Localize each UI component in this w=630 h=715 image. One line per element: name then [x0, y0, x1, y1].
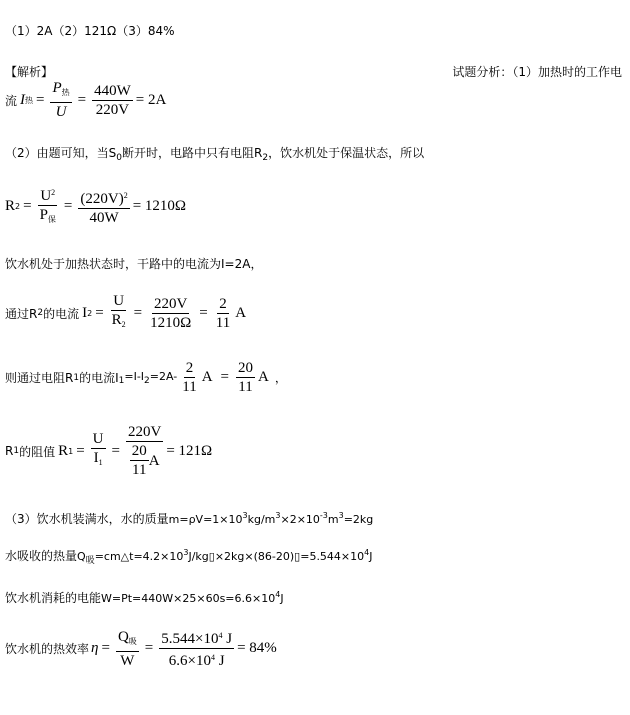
eq9-numerator: 5.544×10	[161, 631, 219, 647]
p7-formula-b: =cm△t=4.2×10	[94, 550, 184, 563]
p7-sup2: 4	[364, 548, 370, 557]
eq9-denominator-sup: 4	[210, 653, 215, 662]
answer-text: （1）2A（2）121Ω（3）84%	[5, 24, 175, 38]
eq4-fraction-1	[180, 360, 198, 395]
eq5-nested-numerator: 20	[131, 443, 147, 459]
eq9-symbol-w: W	[120, 652, 135, 669]
eq5-r-sub: 1	[13, 446, 20, 456]
eq9-denominator: 6.6×10	[168, 653, 211, 669]
eq1-symbol-p: P	[52, 80, 62, 96]
p8-formula	[101, 592, 284, 605]
eq2-numerator-sup: 2	[123, 190, 128, 200]
eq1-equals: =	[36, 91, 45, 108]
eq1-prefix: 流	[5, 93, 18, 108]
eq3-symbol-r-sub: 2	[121, 320, 126, 329]
eq4-tail: ，	[274, 371, 287, 385]
eq9-equals-2: =	[144, 640, 154, 656]
eq2-result: = 1210Ω	[132, 198, 187, 214]
eq4-i1-sub: 1	[118, 375, 125, 386]
p7-sup1: 3	[183, 548, 189, 557]
eq4-num2: 20	[238, 360, 254, 376]
eq2-equals: =	[23, 198, 32, 214]
eq3-r-sub: 2	[37, 308, 44, 318]
eq4-unit1: A	[201, 369, 213, 385]
eq3-result-numerator: 2	[219, 295, 227, 312]
eq1-denominator: 220V	[95, 101, 130, 118]
eq9-denominator-unit: J	[214, 653, 225, 669]
eq4-den1: 11	[182, 379, 197, 395]
p6-formula-d: m	[327, 513, 339, 526]
p8-text: 饮水机消耗的电能	[5, 591, 102, 605]
eq4-i2-sub: 2	[144, 375, 150, 386]
eq9-fraction-q-over-w	[116, 629, 139, 669]
p6-formula-e: =2kg	[343, 513, 374, 526]
eq4-after: =2A-	[149, 369, 178, 383]
p6-sup4: 3	[338, 511, 344, 520]
eq1-symbol-u: U	[55, 104, 67, 120]
eq4-num1: 2	[185, 360, 194, 376]
eq4-prefix-b: 的电流I	[79, 371, 119, 385]
eq1-symbol-p-sub: 热	[61, 88, 70, 97]
eq5-nested-fraction	[130, 443, 149, 478]
eq3-fraction-values	[148, 296, 193, 331]
eq4-fraction-2	[236, 360, 255, 395]
eq5-prefix-a: R	[5, 444, 14, 458]
eq2-fraction-values	[78, 188, 129, 226]
p6-formula-b: kg/m	[247, 513, 276, 526]
paragraph-heating-state	[5, 255, 262, 272]
eq5-symbol-i: I	[93, 450, 99, 466]
eq5-symbol-u: U	[92, 431, 104, 447]
eq9-symbol-eta: η	[91, 640, 99, 656]
p6-formula	[169, 513, 374, 526]
eq2-symbol-r: R	[5, 198, 16, 214]
eq1-fraction-values	[92, 83, 133, 118]
eq3-symbol-r: R	[111, 312, 122, 328]
eq5-nested-unit: A	[148, 452, 160, 469]
p2-s-sub: 0	[116, 153, 122, 163]
eq9-equals: =	[101, 640, 110, 656]
equation-i1	[5, 360, 287, 395]
p7-text: 水吸收的热量	[5, 549, 78, 563]
eq3-result-denominator: 11	[215, 314, 231, 331]
p3-text: 饮水机处于加热状态时，干路中的电流为I=2A，	[5, 257, 263, 271]
equation-heating-current	[5, 80, 166, 120]
p2-text-c: ，饮水机处于保温状态，所以	[268, 146, 425, 160]
eq2-symbol-p-sub: 保	[47, 215, 56, 224]
eq5-result: = 121Ω	[166, 442, 213, 459]
paragraph-heat-absorbed	[5, 547, 373, 566]
analysis-intro-text: 试题分析：（1）加热时的工作电	[452, 65, 622, 79]
p8-formula-b: J	[280, 592, 284, 605]
equation-r1	[5, 424, 212, 478]
eq1-symbol-i: I	[20, 91, 26, 108]
eq2-symbol-u: U	[40, 188, 52, 204]
eq2-symbol-p: P	[39, 207, 48, 223]
eq3-symbol-i: I	[82, 304, 88, 321]
eq5-symbol-i-sub: 1	[98, 458, 103, 467]
p6-formula-c: ×2×10	[280, 513, 320, 526]
p7-q-sub: 吸	[85, 556, 95, 566]
p6-formula-a: m=ρV=1×10	[168, 513, 243, 526]
p8-formula-a: W=Pt=440W×25×60s=6.6×10	[101, 592, 276, 605]
analysis-intro	[452, 63, 622, 80]
eq1-result: = 2A	[135, 91, 167, 108]
paragraph-water-mass	[5, 510, 373, 527]
eq5-nested-denominator: 11	[132, 462, 147, 478]
eq2-numerator: (220V)	[80, 190, 124, 207]
eq2-denominator: 40W	[89, 209, 119, 226]
eq9-numerator-unit: J	[222, 631, 233, 647]
eq1-fraction-p-over-u	[50, 80, 71, 120]
eq1-numerator: 440W	[94, 82, 131, 99]
eq9-symbol-q: Q	[117, 628, 129, 645]
jiexi-heading	[5, 63, 53, 80]
eq3-symbol-i-sub: 2	[87, 308, 93, 318]
eq9-fraction-values	[159, 628, 234, 669]
eq3-denominator: 1210Ω	[150, 314, 192, 331]
eq5-fraction-values	[126, 424, 163, 478]
paragraph-energy-consumed	[5, 589, 284, 606]
eq9-prefix: 饮水机的热效率	[5, 642, 90, 656]
eq2-symbol-r-sub: 2	[15, 202, 21, 211]
p2-r-sub: 2	[262, 153, 269, 163]
eq5-prefix-b: 的阻值	[19, 444, 56, 459]
p7-formula	[77, 548, 373, 566]
p7-formula-d: J	[369, 550, 373, 563]
eq5-symbol-r: R	[58, 442, 69, 459]
eq9-result: = 84%	[237, 640, 277, 656]
p2-text-b: 断开时，电路中只有电阻R	[122, 146, 263, 160]
eq5-symbol-r-sub: 1	[68, 446, 74, 456]
eq3-equals-3: =	[199, 304, 208, 321]
eq5-equals-2: =	[111, 442, 120, 459]
eq2-symbol-u-sup: 2	[51, 188, 56, 197]
eq9-symbol-q-sub: 吸	[128, 636, 137, 646]
answer-line	[5, 22, 175, 39]
eq4-r-sub: 1	[73, 372, 80, 383]
equation-i2	[5, 293, 246, 333]
eq3-equals: =	[95, 304, 104, 321]
p6-text: （3）饮水机装满水，水的质量	[5, 512, 169, 526]
eq4-prefix-a: 则通过电阻R	[5, 371, 74, 385]
eq3-prefix-a: 通过R	[5, 306, 38, 321]
eq9-numerator-sup: 4	[218, 631, 223, 640]
p7-formula-a: Q	[77, 550, 86, 563]
p2-text-a: （2）由题可知，当S	[5, 146, 117, 160]
eq4-mid: =I-I	[124, 369, 145, 383]
p6-sup3: -3	[319, 511, 328, 520]
eq5-denominator	[128, 442, 162, 478]
eq5-numerator: 220V	[127, 424, 162, 440]
eq3-equals-2: =	[133, 304, 143, 321]
equation-efficiency	[5, 628, 277, 669]
eq3-numerator: 220V	[154, 295, 188, 312]
eq3-fraction-result	[214, 296, 232, 331]
eq1-equals-2: =	[77, 91, 87, 108]
eq5-fraction-u-over-i	[91, 431, 106, 471]
eq3-symbol-u: U	[113, 293, 125, 309]
equation-r2	[5, 185, 186, 228]
eq1-symbol-i-sub: 热	[25, 95, 34, 105]
eq3-unit: A	[235, 304, 247, 321]
paragraph-part2	[5, 144, 424, 163]
eq2-fraction-u2-over-p	[38, 185, 58, 228]
p6-sup1: 3	[242, 511, 248, 520]
eq4-unit2: A	[258, 369, 269, 385]
eq4-formula	[119, 370, 178, 386]
eq4-den2: 11	[238, 379, 253, 395]
p7-formula-c: J/kg▯×2kg×(86-20)▯=5.544×10	[188, 550, 365, 563]
eq5-equals: =	[76, 442, 85, 459]
p8-sup1: 4	[275, 590, 281, 599]
eq4-equals: =	[220, 369, 230, 385]
eq2-equals-2: =	[63, 198, 73, 214]
eq3-fraction-u-over-r	[110, 293, 128, 333]
eq3-prefix-b: 的电流	[43, 306, 80, 321]
p6-sup2: 3	[275, 511, 281, 520]
jiexi-tag: 【解析】	[5, 65, 54, 79]
